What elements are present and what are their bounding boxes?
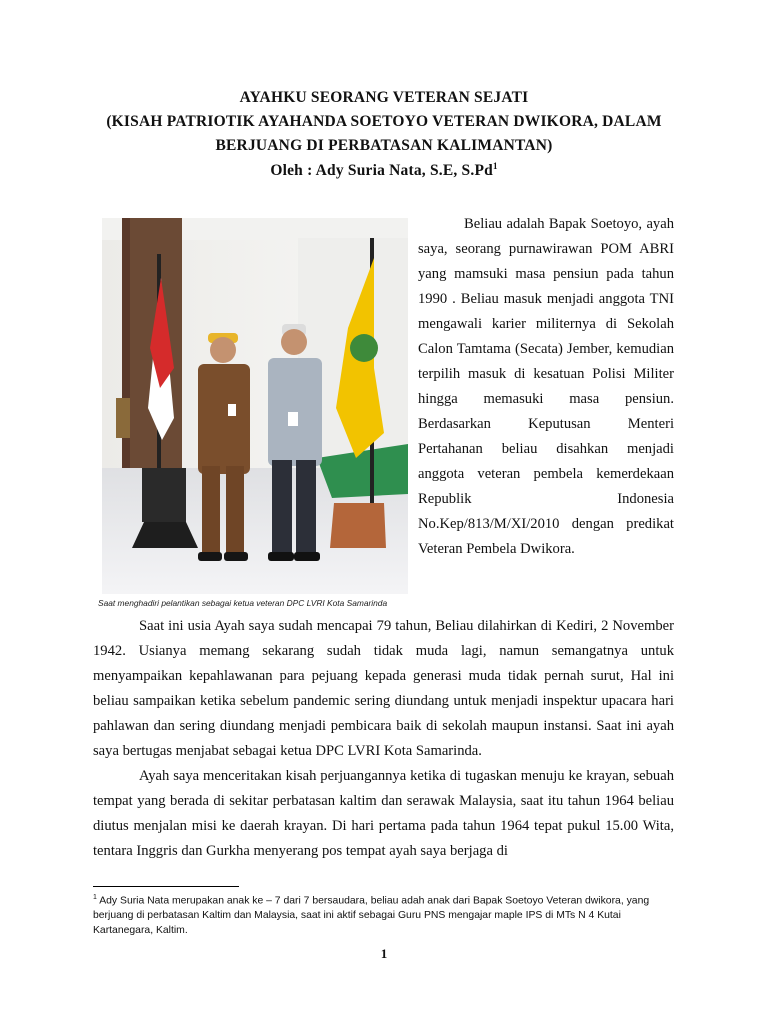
document-subtitle-line2: BERJUANG DI PERBATASAN KALIMANTAN): [215, 137, 553, 154]
author-name: Oleh : Ady Suria Nata, S.E, S.Pd: [270, 162, 493, 180]
footnote: [93, 890, 678, 938]
document-title: AYAHKU SEORANG VETERAN SEJATI: [239, 89, 529, 106]
paragraph-2: [93, 764, 674, 864]
footnote-separator: [93, 886, 239, 887]
side-paragraph-text: Beliau adalah Bapak Soetoyo, ayah saya, seorang purnawirawan POM ABRI yang mamsuki masa pensiun pada tahun 1990 . Beliau masuk menjadi anggota TNI mengawali karier militernya di Sekolah Calon Tamtama (Secata) Jember, kemudian terpilih masuk di kesatuan Polisi Militer hingga memasuki masa pensiun. Berdasarkan Keputusan Menteri Pertahanan beliau disahkan menjadi anggota veteran pembela kemerdekaan Republik Indonesia No.Kep/813/M/XI/2010 dengan predikat Veteran Pembela Dwikora.: [418, 216, 674, 557]
document-subtitle-line1: (KISAH PATRIOTIK AYAHANDA SOETOYO VETERAN DWIKORA, DALAM: [106, 113, 662, 130]
side-paragraph: [418, 212, 674, 562]
photo: [102, 218, 408, 594]
author-byline: [0, 161, 768, 180]
paragraph-1-text: Saat ini usia Ayah saya sudah mencapai 79 tahun, Beliau dilahirkan di Kediri, 2 November 1942. Usianya memang sekarang sudah tidak muda lagi, namun semangatnya untuk menyampaikan kepahlawanan para pejuang kepada generasi muda tidak pernah surut, Hal ini beliau sampaikan ketika sebelum pandemic sering diundang untuk menjadi inspektur upacara hari pahlawan dan sering diundang menjadi pembicara baik di sekolah maupun instansi. Saat ini ayah saya bertugas menjabat sebagai ketua DPC LVRI Kota Samarinda.: [93, 618, 674, 759]
paragraph-2-text: Ayah saya menceritakan kisah perjuangannya ketika di tugaskan menuju ke krayan, sebuah tempat yang berada di sekitar perbatasan kaltim dan serawak Malaysia, saat itu tahun 1964 beliau diutus menjalan misi ke daerah krayan. Di hari pertama pada tahun 1964 tepat pukul 15.00 Wita, tentara Inggris dan Gurkha menyerang pos tempat ayah saya berjaga di: [93, 768, 674, 859]
paragraph-1: [93, 614, 674, 764]
photo-illustration: [102, 218, 408, 594]
footnote-ref[interactable]: 1: [492, 161, 498, 171]
page-number: 1: [380, 946, 388, 961]
footnote-marker: 1: [93, 894, 97, 901]
photo-caption: Saat menghadiri pelantikan sebagai ketua veteran DPC LVRI Kota Samarinda: [98, 598, 388, 608]
footnote-text: Ady Suria Nata merupakan anak ke – 7 dari 7 bersaudara, beliau adah anak dari Bapak Soetoyo Veteran dwikora, yang berjuang di perbatasan Kaltim dan Malaysia, saat ini aktif sebagai Guru PNS mengajar maple IPS di MTs N 4 Kutai Kartanegara, Kaltim.: [93, 895, 650, 937]
